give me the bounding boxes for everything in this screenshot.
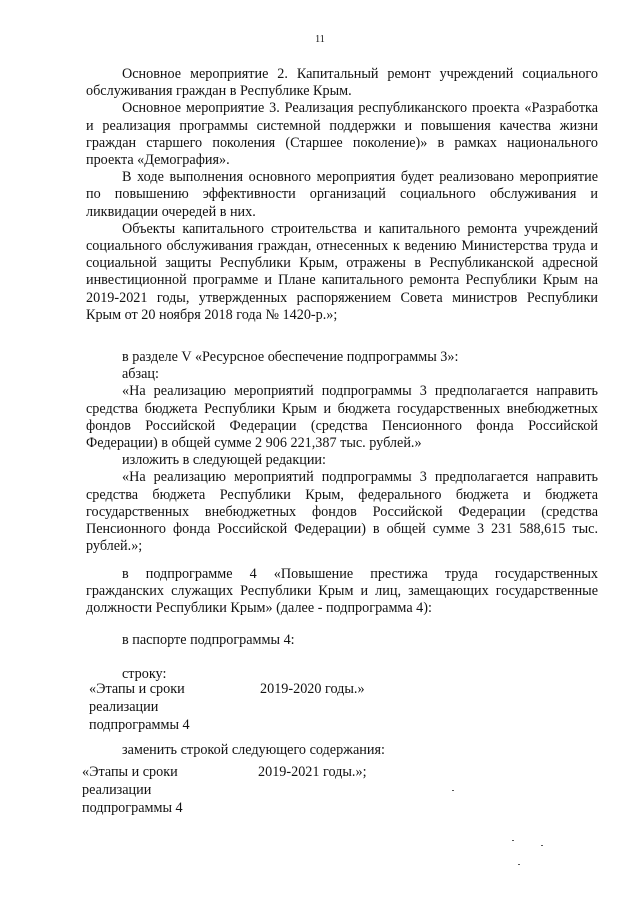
text-block-measures bbox=[86, 66, 598, 324]
paragraph: в разделе V «Ресурсное обеспечение подпрограммы 3»: bbox=[122, 349, 459, 365]
paragraph: заменить строкой следующего содержания: bbox=[122, 742, 385, 758]
scan-speck bbox=[518, 864, 520, 865]
paragraph: «На реализацию мероприятий подпрограммы 3 предполагается направить средства бюджета Республики Крым и бюджета государственных внебюджетных фондов Российской Федерации (средства Пенсионного фонда Российской Федерации) в общей сумме 2 906 221,387 тыс. рублей.» bbox=[86, 383, 598, 452]
paragraph: В ходе выполнения основного мероприятия будет реализовано мероприятие по повышению эффективности организаций социального обслуживания и ликвидации очередей в них. bbox=[86, 169, 598, 220]
paragraph: в подпрограмме 4 «Повышение престижа труда государственных гражданских служащих Республики Крым и лиц, замещающих государственные должности Республики Крым» (далее - подпрограмма 4): bbox=[86, 566, 598, 617]
text-block-passport bbox=[86, 632, 598, 683]
row-value: 2019-2020 годы.» bbox=[260, 681, 365, 697]
page-number: 11 bbox=[315, 34, 325, 45]
text-block-section-v bbox=[86, 349, 598, 555]
paragraph: Основное мероприятие 3. Реализация республиканского проекта «Разработка и реализация программы системной поддержки и повышения качества жизни граждан старшего поколения (Старшее поколение)» в рамках национального проекта «Демография». bbox=[86, 100, 598, 169]
paragraph: «На реализацию мероприятий подпрограммы 3 предполагается направить средства бюджета Республики Крым, федерального бюджета и бюджета государственных внебюджетных фондов Российской Федерации (средства Пенсионного фонда Российской Федерации) в общей сумме 3 231 588,615 тыс. рублей.»; bbox=[86, 469, 598, 555]
row-label: «Этапы и сроки реализации подпрограммы 4 bbox=[82, 764, 183, 816]
row-label: «Этапы и сроки реализации подпрограммы 4 bbox=[89, 681, 190, 733]
paragraph: в паспорте подпрограммы 4: bbox=[122, 632, 295, 648]
scan-speck bbox=[452, 790, 454, 791]
paragraph: изложить в следующей редакции: bbox=[122, 452, 326, 469]
paragraph: строку: bbox=[122, 666, 167, 683]
paragraph: абзац: bbox=[122, 366, 159, 383]
row-value: 2019-2021 годы.»; bbox=[258, 764, 367, 780]
paragraph: Объекты капитального строительства и капитального ремонта учреждений социального обслуживания граждан, отнесенных к ведению Министерства труда и социальной защиты Республики Крым, отражены в Республиканской адресной инвестиционной программе и Плане капитального ремонта Республики Крым на 2019-2021 годы, утвержденных распоряжением Совета министров Республики Крым от 20 ноября 2018 года № 1420-р.»; bbox=[86, 220, 598, 323]
text-block-replace bbox=[86, 742, 598, 759]
scan-speck bbox=[541, 845, 543, 846]
scan-speck bbox=[512, 840, 514, 841]
paragraph: Основное мероприятие 2. Капитальный ремонт учреждений социального обслуживания граждан в Республике Крым. bbox=[86, 66, 598, 100]
text-block-subprogram-4 bbox=[86, 566, 598, 618]
